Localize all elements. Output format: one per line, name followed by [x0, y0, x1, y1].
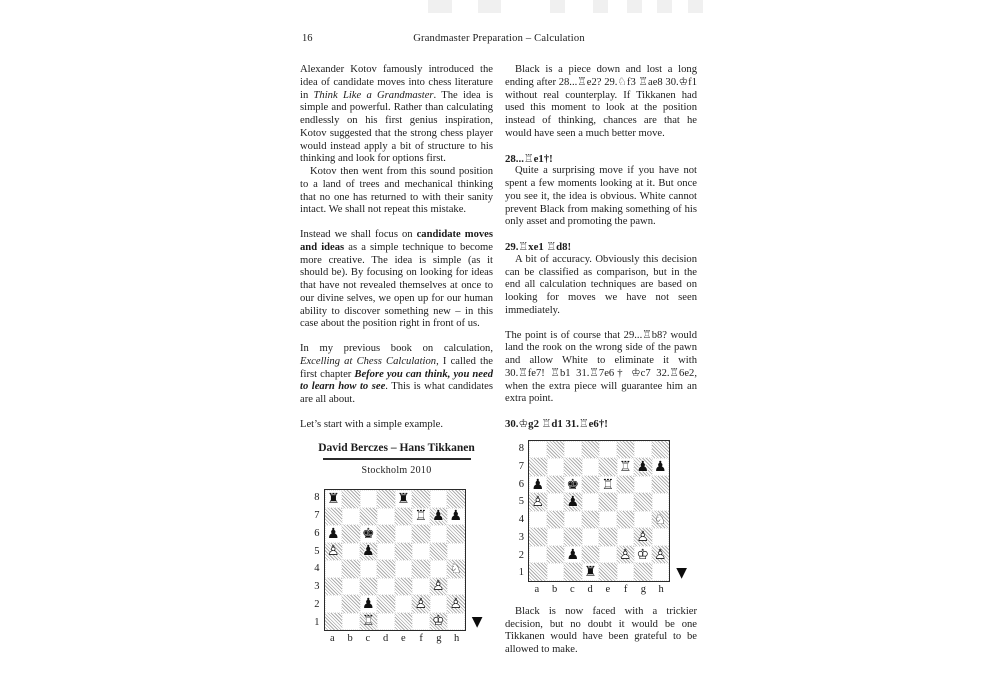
square-c7 — [360, 508, 378, 526]
file-labels — [324, 633, 466, 644]
rank-label: 6 — [314, 527, 320, 539]
square-h4 — [447, 560, 465, 578]
square-f8 — [412, 490, 430, 508]
square-d5 — [377, 543, 395, 561]
file-label: c — [570, 583, 575, 595]
square-h1 — [447, 613, 465, 631]
square-g7 — [634, 458, 652, 476]
white-pawn-piece: ♟ ♙ — [414, 597, 427, 611]
square-d1 — [582, 563, 600, 581]
rank-label: 8 — [518, 443, 524, 455]
file-label: h — [658, 583, 664, 595]
square-f6 — [412, 525, 430, 543]
square-b1 — [547, 563, 565, 581]
scan-artifact — [593, 0, 608, 13]
square-c4 — [564, 511, 582, 529]
square-f5 — [617, 493, 635, 511]
paragraph: Kotov then went from this sound position to a land of trees and mechanical thinking that no one has returned to with their sanity intact. We shall not repeat this mistake. — [300, 166, 493, 216]
scan-artifact — [627, 0, 642, 13]
file-label: b — [347, 633, 353, 644]
square-a4 — [529, 511, 547, 529]
black-pawn-piece: ♟ — [361, 595, 375, 612]
square-c2 — [360, 595, 378, 613]
square-b7 — [342, 508, 360, 526]
to-move-marker — [670, 440, 687, 582]
page-number: 16 — [302, 33, 313, 44]
black-pawn-piece: ♟ — [566, 494, 580, 510]
square-d4 — [582, 511, 600, 529]
rank-labels — [515, 440, 528, 582]
square-a3 — [325, 578, 343, 596]
square-c8 — [360, 490, 378, 508]
rank-label: 2 — [518, 549, 524, 561]
paragraph: Black is a piece down and lost a long ending after 28...♖e2? 29.♘f3 ♖ae8 30.♔f1 without real counterplay. If Tikkanen had used this moment to look at the position instead of thinking, chances are that he would have seen a much better move. — [505, 64, 697, 139]
square-b3 — [342, 578, 360, 596]
header-rule — [323, 458, 471, 461]
white-pawn-piece: ♟ ♙ — [432, 579, 445, 593]
square-g8 — [430, 490, 448, 508]
black-pawn-piece: ♟ — [531, 476, 545, 493]
white-pawn-piece: ♟ ♙ — [654, 548, 667, 562]
square-g7 — [430, 508, 448, 526]
white-pawn-piece: ♟ ♙ — [619, 548, 632, 562]
rank-label: 3 — [518, 531, 524, 543]
square-d3 — [377, 578, 395, 596]
square-g4 — [430, 560, 448, 578]
paragraph: In my previous book on calculation, Excelling at Chess Calculation, I called the first chapter Before you can think, you need to learn how to see. This is what candidates are all about. — [300, 343, 493, 405]
square-g2 — [430, 595, 448, 613]
square-f7 — [617, 458, 635, 476]
square-h8 — [652, 441, 670, 459]
square-c2 — [564, 546, 582, 564]
square-g6 — [634, 476, 652, 494]
square-a2 — [529, 546, 547, 564]
square-d5 — [582, 493, 600, 511]
paragraph: Instead we shall focus on candidate moves and ideas as a simple technique to become more creative. The idea is simple (as it should be). By focusing on looking for ideas that have not revealed themselves at once to our divine selves, we open up for our human ability to discover something new – in this case about the position right in front of us. — [300, 229, 493, 330]
scan-artifact — [428, 0, 452, 13]
square-e3 — [395, 578, 413, 596]
square-a1 — [529, 563, 547, 581]
file-label: a — [534, 583, 540, 595]
square-f1 — [412, 613, 430, 631]
move-heading: 28...♖e1†! — [505, 152, 553, 165]
square-f3 — [617, 528, 635, 546]
square-f5 — [412, 543, 430, 561]
square-f8 — [617, 441, 635, 459]
square-h7 — [652, 458, 670, 476]
square-e4 — [599, 511, 617, 529]
square-g3 — [430, 578, 448, 596]
square-a4 — [325, 560, 343, 578]
square-c5 — [564, 493, 582, 511]
rank-label: 4 — [518, 514, 524, 526]
square-g1 — [634, 563, 652, 581]
square-a3 — [529, 528, 547, 546]
file-label: e — [605, 583, 611, 595]
file-label: f — [419, 633, 423, 644]
square-a7 — [325, 508, 343, 526]
square-d1 — [377, 613, 395, 631]
rank-labels — [311, 489, 324, 631]
square-b5 — [547, 493, 565, 511]
square-a6 — [529, 476, 547, 494]
square-c4 — [360, 560, 378, 578]
black-pawn-piece: ♟ — [449, 508, 463, 525]
scan-artifact — [550, 0, 565, 13]
square-b6 — [342, 525, 360, 543]
file-label: g — [640, 583, 646, 595]
chess-diagram-1 — [300, 489, 493, 644]
square-g4 — [634, 511, 652, 529]
black-rook-piece: ♜ — [583, 564, 597, 580]
square-h5 — [652, 493, 670, 511]
square-g1 — [430, 613, 448, 631]
square-d8 — [377, 490, 395, 508]
square-d6 — [582, 476, 600, 494]
square-e2 — [395, 595, 413, 613]
square-d3 — [582, 528, 600, 546]
square-b2 — [547, 546, 565, 564]
to-move-marker — [466, 489, 483, 631]
white-rook-piece: ♜ ♖ — [414, 509, 427, 523]
rank-label: 1 — [518, 567, 524, 579]
square-f7 — [412, 508, 430, 526]
game-header — [300, 442, 493, 477]
square-h6 — [652, 476, 670, 494]
square-e6 — [395, 525, 413, 543]
square-h6 — [447, 525, 465, 543]
black-pawn-piece: ♟ — [361, 543, 375, 560]
scan-artifacts — [0, 0, 1000, 14]
white-rook-piece: ♜ ♖ — [362, 614, 375, 628]
file-label: b — [552, 583, 558, 595]
square-a1 — [325, 613, 343, 631]
square-d4 — [377, 560, 395, 578]
square-g3 — [634, 528, 652, 546]
square-c7 — [564, 458, 582, 476]
square-f6 — [617, 476, 635, 494]
square-c6 — [360, 525, 378, 543]
square-h3 — [447, 578, 465, 596]
black-pawn-piece: ♟ — [653, 459, 667, 475]
square-b4 — [547, 511, 565, 529]
square-e7 — [599, 458, 617, 476]
square-c3 — [564, 528, 582, 546]
square-b1 — [342, 613, 360, 631]
game-event: Stockholm 2010 — [361, 465, 432, 476]
right-column — [505, 64, 697, 657]
square-e8 — [395, 490, 413, 508]
white-knight-piece: ♞ ♘ — [654, 513, 667, 527]
black-to-move-triangle-icon: ▼ — [676, 564, 687, 581]
rank-label: 3 — [314, 581, 320, 593]
paragraph: Let’s start with a simple example. — [300, 418, 443, 430]
white-rook-piece: ♜ ♖ — [619, 460, 632, 474]
paragraph: Black is now faced with a trickier decision, but no doubt it would be one Tikkanen would have been grateful to be allowed to make. — [505, 605, 697, 655]
rank-label: 7 — [314, 510, 320, 522]
file-label: f — [623, 583, 628, 595]
square-e5 — [395, 543, 413, 561]
move-heading: 29.♖xe1 ♖d8! — [505, 241, 572, 253]
square-a6 — [325, 525, 343, 543]
square-f2 — [412, 595, 430, 613]
square-e6 — [599, 476, 617, 494]
file-label: g — [436, 633, 442, 644]
square-c1 — [360, 613, 378, 631]
rank-label: 8 — [314, 492, 320, 504]
scan-artifact — [657, 0, 672, 13]
square-g8 — [634, 441, 652, 459]
square-g5 — [430, 543, 448, 561]
left-column — [300, 64, 493, 644]
square-f4 — [617, 511, 635, 529]
square-c3 — [360, 578, 378, 596]
square-b7 — [547, 458, 565, 476]
square-h7 — [447, 508, 465, 526]
file-label: a — [330, 633, 335, 644]
black-pawn-piece: ♟ — [431, 508, 445, 525]
file-label: e — [401, 633, 406, 644]
paragraph: Alexander Kotov famously introduced the idea of candidate moves into chess literature in Think Like a Grandmaster. The idea is simple and powerful. Rather than calculating endlessly on his first genius inspiration, Kotov suggested that the strong chess player would instead apply a bit of structure to his thinking and look for options first. — [300, 64, 493, 165]
chess-board — [528, 440, 670, 582]
white-king-piece: ♚ ♔ — [636, 548, 649, 562]
square-h3 — [652, 528, 670, 546]
black-rook-piece: ♜ — [396, 490, 410, 507]
square-c8 — [564, 441, 582, 459]
square-c5 — [360, 543, 378, 561]
file-label: d — [383, 633, 389, 644]
running-header-title: Grandmaster Preparation – Calculation — [413, 33, 585, 44]
square-d2 — [582, 546, 600, 564]
white-pawn-piece: ♟ ♙ — [449, 597, 462, 611]
paragraph: The point is of course that 29...♖b8? would land the rook on the wrong side of the pawn and allow White to eliminate it with 30.♖fe7! ♖b1 31.♖7e6† ♔c7 32.♖6e2, when the extra piece will guarantee him an extra point. — [505, 329, 697, 405]
square-b2 — [342, 595, 360, 613]
square-b8 — [547, 441, 565, 459]
paragraph: A bit of accuracy. Obviously this decision can be classified as comparison, but in the end all calculation techniques are based on looking for moves we have not seen immediately. — [505, 253, 697, 316]
scan-artifact — [688, 0, 703, 13]
square-h2 — [447, 595, 465, 613]
rank-label: 5 — [314, 545, 320, 557]
square-e2 — [599, 546, 617, 564]
square-h2 — [652, 546, 670, 564]
white-pawn-piece: ♟ ♙ — [531, 495, 544, 509]
rank-label: 2 — [314, 598, 320, 610]
black-king-piece: ♚ — [361, 525, 375, 542]
white-knight-piece: ♞ ♘ — [449, 562, 462, 576]
paragraph: Quite a surprising move if you have not spent a few moments looking at it. But once you see it, the idea is obvious. White cannot prevent Black from making something of his only asset and promoting the pawn. — [505, 165, 697, 228]
square-f1 — [617, 563, 635, 581]
square-d7 — [377, 508, 395, 526]
file-label: d — [587, 583, 593, 595]
scan-artifact — [478, 0, 501, 13]
square-a8 — [529, 441, 547, 459]
black-pawn-piece: ♟ — [636, 459, 650, 475]
move-heading: 30.♔g2 ♖d1 31.♖e6†! — [505, 418, 608, 430]
square-g5 — [634, 493, 652, 511]
square-b5 — [342, 543, 360, 561]
file-labels — [528, 584, 670, 595]
black-pawn-piece: ♟ — [326, 525, 340, 542]
black-king-piece: ♚ — [566, 476, 580, 493]
square-e5 — [599, 493, 617, 511]
square-d6 — [377, 525, 395, 543]
rank-label: 7 — [518, 460, 524, 472]
square-d7 — [582, 458, 600, 476]
square-f4 — [412, 560, 430, 578]
square-e8 — [599, 441, 617, 459]
black-rook-piece: ♜ — [326, 490, 340, 507]
square-e1 — [395, 613, 413, 631]
file-label: h — [454, 633, 460, 644]
square-e3 — [599, 528, 617, 546]
square-e1 — [599, 563, 617, 581]
square-b6 — [547, 476, 565, 494]
square-e7 — [395, 508, 413, 526]
rank-label: 4 — [314, 563, 320, 575]
square-c6 — [564, 476, 582, 494]
square-a2 — [325, 595, 343, 613]
white-rook-piece: ♜ ♖ — [601, 478, 614, 492]
white-king-piece: ♚ ♔ — [432, 614, 445, 628]
game-players: David Berczes – Hans Tikkanen — [318, 441, 475, 454]
rank-label: 5 — [518, 496, 524, 508]
square-g6 — [430, 525, 448, 543]
white-pawn-piece: ♟ ♙ — [327, 544, 340, 558]
file-label: c — [365, 633, 371, 644]
square-a7 — [529, 458, 547, 476]
square-g2 — [634, 546, 652, 564]
square-a8 — [325, 490, 343, 508]
square-b3 — [547, 528, 565, 546]
square-a5 — [325, 543, 343, 561]
chess-board — [324, 489, 466, 631]
square-f2 — [617, 546, 635, 564]
square-h1 — [652, 563, 670, 581]
square-a5 — [529, 493, 547, 511]
square-f3 — [412, 578, 430, 596]
square-e4 — [395, 560, 413, 578]
square-b8 — [342, 490, 360, 508]
black-to-move-triangle-icon: ▼ — [471, 614, 483, 630]
square-d8 — [582, 441, 600, 459]
black-pawn-piece: ♟ — [566, 546, 580, 563]
chess-diagram-2 — [505, 440, 697, 595]
square-h8 — [447, 490, 465, 508]
square-h4 — [652, 511, 670, 529]
rank-label: 6 — [518, 478, 524, 490]
square-h5 — [447, 543, 465, 561]
square-d2 — [377, 595, 395, 613]
square-b4 — [342, 560, 360, 578]
square-c1 — [564, 563, 582, 581]
white-pawn-piece: ♟ ♙ — [636, 530, 649, 544]
rank-label: 1 — [314, 616, 320, 628]
